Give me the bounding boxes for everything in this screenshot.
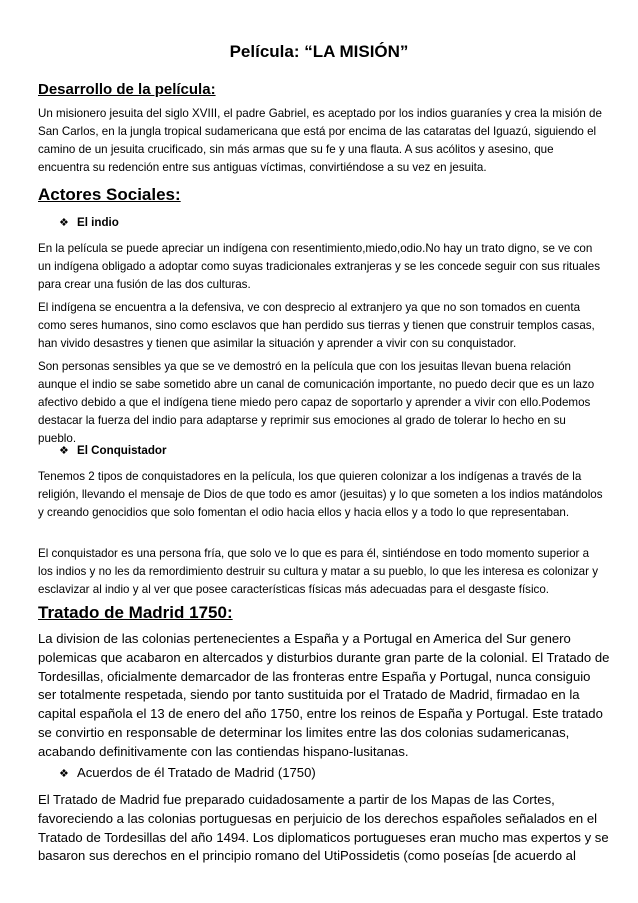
bullet-label: Acuerdos de él Tratado de Madrid (1750)	[77, 765, 316, 780]
paragraph-indio-3: Son personas sensibles ya que se ve demostró en la película que con los jesuitas llevan buena relación aunque el indio se sabe sometido abre un canal de comunicación importante, no puedo decir que es un lazo afectivo debido a que el indígena tiene miedo pero capaz de soportarlo y aprender a vivir con ello.Podemos destacar la fuerza del indio para adaptarse y reprimir sus emociones al grado de tolerar lo hecho en su pueblo.	[38, 360, 595, 445]
document-title: Película: “LA MISIÓN”	[229, 42, 409, 61]
bullet-el-indio	[59, 215, 119, 231]
paragraph-desarrollo: Un misionero jesuita del siglo XVIII, el padre Gabriel, es aceptado por los indios guaraníes y crea la misión de San Carlos, en la jungla tropical sudamericana que está por encima de las cataratas del Iguazú, siguiendo el camino de un jesuita crucificado, sin más armas que su fe y una flauta. A sus acólitos y asesino, que encuentra su redención entre sus antiguas víctimas, convirtiéndose a su vez en jesuita.	[38, 107, 602, 174]
paragraph-conquistador-1: Tenemos 2 tipos de conquistadores en la película, los que quieren colonizar a los indígenas a través de la religión, llevando el mensaje de Dios de que todo es amor (jesuitas) y lo que someten a los indios matándolos y creando genocidios que solo fomentan el odio hacia ellos y hacia ellos y a todo lo que representaban.	[38, 470, 603, 519]
heading-desarrollo: Desarrollo de la película:	[38, 81, 216, 98]
paragraph-indio-2: El indígena se encuentra a la defensiva, ve con desprecio al extranjero ya que no son tomados en cuenta como seres humanos, sino como esclavos que han perdido sus tierras y tienen que construir templos casas, han vivido desastres y tienen que asimilar la situación y aprender a vivir con su conquistador.	[38, 301, 595, 350]
paragraph-tratado-2: El Tratado de Madrid fue preparado cuidadosamente a partir de los Mapas de las Cortes, favoreciendo a las colonias portuguesas en perjuicio de los derechos españoles señalados en el Tratado de Tordesillas del año 1494. Los diplomaticos portugueses eran mucho mas expertos y se basaron sus derechos en el principio romano del UtiPossidetis (como poseías [de acuerdo al	[38, 792, 609, 864]
diamond-bullet-icon: ❖	[59, 445, 69, 457]
paragraph-tratado-1: La division de las colonias pertenecientes a España y a Portugal en America del Sur genero polemicas que acabaron en altercados y disturbios durante gran parte de la colonial. El Tratado de Tordesillas, oficialmente demarcador de las fronteras entre España y Portugal, nunca consiguio ser totalmente respetada, siendo por tanto sustituida por el Tratado de Madrid, firmadao en la capital española el 13 de enero del año 1750, entre los reinos de España y Portugal. Este tratado se convirtio en responsable de determinar los limites entre las dos colonias sudamericanas, acabando definitivamente con las contiendas hispano-lusitanas.	[38, 631, 610, 759]
heading-tratado-madrid: Tratado de Madrid 1750:	[38, 603, 233, 622]
bullet-acuerdos-tratado	[59, 764, 316, 783]
bullet-el-conquistador	[59, 443, 167, 459]
diamond-bullet-icon: ❖	[59, 217, 69, 229]
bullet-label: El Conquistador	[77, 444, 167, 457]
paragraph-indio-1: En la película se puede apreciar un indígena con resentimiento,miedo,odio.No hay un trato digno, se ve con un indígena obligado a adoptar como suyas tradicionales extranjeras y se les concede seguir con sus rituales para crear una fusión de las dos culturas.	[38, 242, 600, 291]
heading-actores-sociales: Actores Sociales:	[38, 185, 181, 204]
bullet-label: El indio	[77, 216, 119, 229]
diamond-bullet-icon: ❖	[59, 768, 69, 780]
paragraph-conquistador-2: El conquistador es una persona fría, que solo ve lo que es para él, sintiéndose en todo momento superior a los indios y no les da remordimiento destruir su cultura y matar a su pueblo, lo que les interesa es colonizar y esclavizar al indio y al ver que posee características físicas más adecuadas para el desgaste físico.	[38, 547, 598, 596]
